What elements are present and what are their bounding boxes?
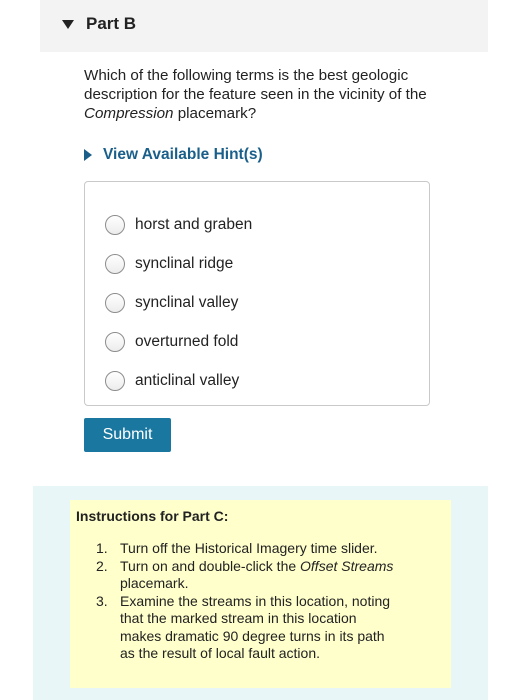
submit-button[interactable]: Submit	[84, 418, 171, 452]
radio-button[interactable]	[105, 215, 125, 235]
instructions-title: Instructions for Part C:	[76, 508, 229, 524]
question-text	[84, 66, 474, 123]
radio-button[interactable]	[105, 371, 125, 391]
instruction-emphasis: Offset Streams	[300, 557, 394, 574]
instructions-list	[96, 540, 396, 663]
hint-label[interactable]: View Available Hint(s)	[103, 146, 263, 163]
instruction-item	[96, 540, 396, 558]
part-b-header[interactable]	[40, 0, 488, 52]
option-label[interactable]: overturned fold	[135, 332, 239, 350]
option-overturned-fold[interactable]	[85, 322, 429, 361]
instruction-text-before: Turn off the Historical Imagery time slider.	[120, 540, 378, 556]
instruction-number: 1.	[96, 540, 108, 556]
option-anticlinal-valley[interactable]	[85, 361, 429, 400]
option-synclinal-valley[interactable]	[85, 283, 429, 322]
option-horst-and-graben[interactable]	[85, 205, 429, 244]
instruction-text-before: Examine the streams in this location, noting that the marked stream in this location makes dramatic 90 degree turns in its path as the result of local fault action.	[120, 592, 391, 661]
option-label[interactable]: horst and graben	[135, 215, 253, 233]
instruction-item	[96, 558, 396, 593]
instruction-item	[96, 593, 396, 663]
instruction-text-after: placemark.	[120, 575, 189, 591]
part-title: Part B	[86, 14, 137, 33]
instruction-number: 3.	[96, 592, 108, 609]
option-label[interactable]: synclinal valley	[135, 293, 239, 311]
question-text-before: Which of the following terms is the best geologic description for the feature seen in the vicinity of the	[84, 67, 427, 103]
instruction-text-before: Turn on and double-click the	[120, 557, 301, 574]
option-label[interactable]: synclinal ridge	[135, 254, 234, 272]
question-text-after: placemark?	[173, 105, 257, 122]
radio-button[interactable]	[105, 293, 125, 313]
instruction-text	[120, 593, 396, 663]
radio-button[interactable]	[105, 254, 125, 274]
instruction-number: 2.	[96, 557, 108, 574]
caret-down-icon[interactable]	[62, 20, 74, 29]
option-synclinal-ridge[interactable]	[85, 244, 429, 283]
answer-options	[84, 181, 430, 406]
question-emphasis: Compression	[84, 105, 174, 122]
option-label[interactable]: anticlinal valley	[135, 371, 240, 389]
caret-right-icon[interactable]	[84, 149, 92, 161]
instruction-text	[120, 558, 396, 593]
instruction-text	[120, 540, 378, 558]
radio-button[interactable]	[105, 332, 125, 352]
view-hints-link[interactable]	[84, 146, 263, 164]
